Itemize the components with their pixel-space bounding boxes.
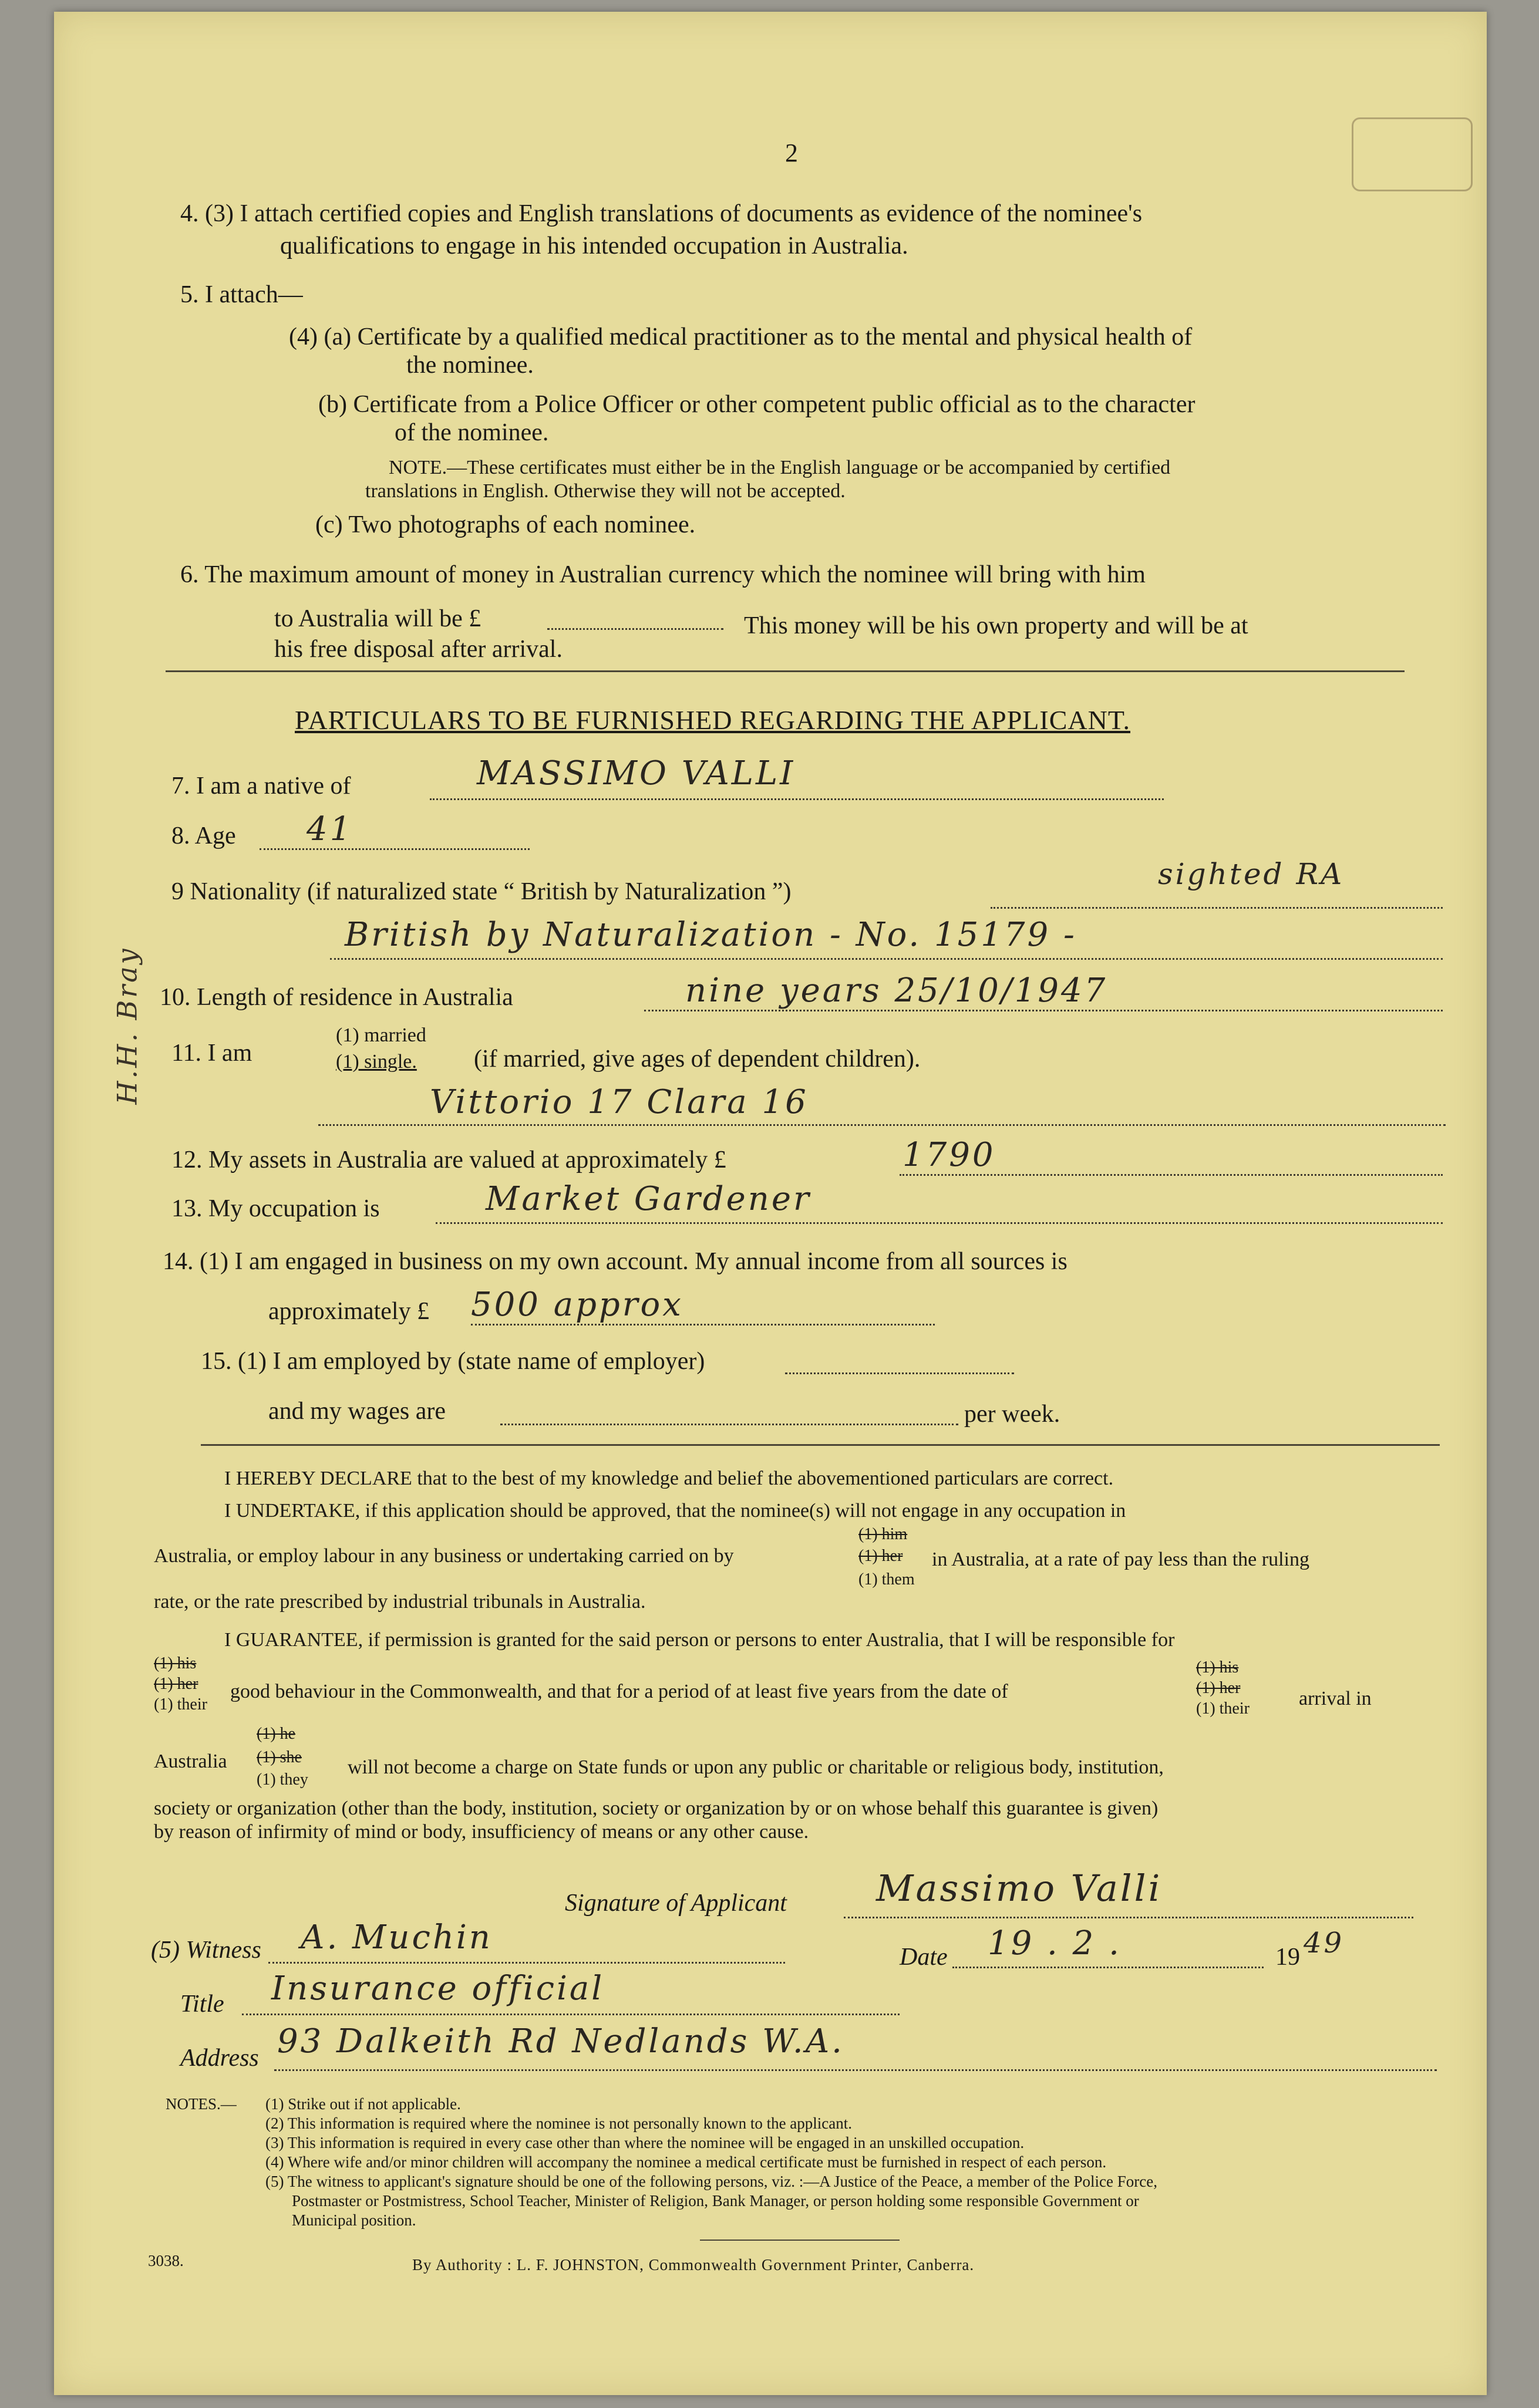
guarantee-opt-his[interactable]: (1) his <box>154 1654 197 1672</box>
immigration-stamp <box>1352 117 1473 191</box>
occupation-label: 13. My occupation is <box>171 1195 380 1222</box>
native-field[interactable]: MASSIMO VALLI <box>477 754 796 792</box>
employer-field-line[interactable] <box>785 1372 1014 1374</box>
witness-field-line <box>268 1962 785 1964</box>
charge-opt-she[interactable]: (1) she <box>257 1748 302 1766</box>
item-6-line2: to Australia will be £ <box>274 605 481 632</box>
signature-label: Signature of Applicant <box>565 1890 787 1917</box>
wages-suffix: per week. <box>964 1401 1060 1428</box>
address-label: Address <box>180 2045 259 2072</box>
item-5b-line2: of the nominee. <box>395 419 549 446</box>
wages-label: and my wages are <box>268 1398 446 1425</box>
undertake-text: I UNDERTAKE, if this application should be approved, that the nominee(s) will not engage in any occupation in <box>224 1500 1126 1522</box>
arrival-opt-his[interactable]: (1) his <box>1196 1658 1239 1677</box>
witness-label: (5) Witness <box>151 1937 261 1964</box>
date-field-line <box>952 1967 1264 1968</box>
marital-suffix: (if married, give ages of dependent children). <box>474 1046 921 1073</box>
note-certificates-2: translations in English. Otherwise they will not be accepted. <box>365 480 846 502</box>
guarantee-line-d: will not become a charge on State funds or upon any public or charitable or religious body, institution, <box>348 1756 1164 1778</box>
native-label: 7. I am a native of <box>171 773 351 800</box>
applicant-signature[interactable]: Massimo Valli <box>876 1867 1163 1910</box>
age-field-line <box>260 848 530 850</box>
footer-divider <box>700 2240 900 2241</box>
item-5b-line1: (b) Certificate from a Police Officer or other competent public official as to the character <box>318 391 1195 418</box>
money-amount-field[interactable] <box>547 628 723 630</box>
margin-note: H.H. Bray <box>111 946 143 1105</box>
witness-field[interactable]: A. Muchin <box>301 1918 493 1957</box>
nationality-field-line <box>991 907 1443 909</box>
item-6-line1: 6. The maximum amount of money in Australian currency which the nominee will bring with him <box>180 561 1146 588</box>
charge-opt-they[interactable]: (1) they <box>257 1770 308 1789</box>
assets-label: 12. My assets in Australia are valued at approximately £ <box>171 1146 726 1173</box>
assets-field[interactable]: 1790 <box>902 1136 996 1174</box>
residence-field-line <box>644 1010 1443 1011</box>
nationality-field-1[interactable]: sighted RA <box>1158 857 1345 891</box>
employed-label: 15. (1) I am employed by (state name of employer) <box>201 1348 705 1375</box>
note-6: Postmaster or Postmistress, School Teacher, Minister of Religion, Bank Manager, or person holding some responsible Government or <box>292 2192 1139 2210</box>
guarantee-opt-her[interactable]: (1) her <box>154 1675 198 1693</box>
printer-authority: By Authority : L. F. JOHNSTON, Commonwealth Government Printer, Canberra. <box>412 2256 975 2274</box>
note-3: (3) This information is required in every case other than where the nominee will be engaged in an unskilled occupation. <box>265 2134 1025 2151</box>
income-field[interactable]: 500 approx <box>471 1286 683 1324</box>
undertake-opt-her[interactable]: (1) her <box>858 1547 903 1565</box>
children-field-line <box>318 1124 1446 1126</box>
occupation-field-line <box>436 1222 1443 1224</box>
notes-label: NOTES.— <box>166 2095 237 2113</box>
year-prefix: 19 <box>1275 1944 1300 1971</box>
guarantee-text: I GUARANTEE, if permission is granted for the said person or persons to enter Australia, that I will be responsible for <box>224 1629 1175 1651</box>
page-number: 2 <box>785 139 798 167</box>
item-5-label: 5. I attach— <box>180 281 303 308</box>
guarantee-line-a: good behaviour in the Commonwealth, and that for a period of at least five years from the date of <box>230 1681 1008 1702</box>
residence-label: 10. Length of residence in Australia <box>160 984 513 1011</box>
wages-field-line[interactable] <box>500 1424 958 1425</box>
date-field[interactable]: 19 . 2 . <box>988 1924 1122 1962</box>
title-field-line <box>242 2014 900 2015</box>
marital-option-married[interactable]: (1) married <box>336 1024 426 1046</box>
note-7: Municipal position. <box>292 2211 416 2229</box>
section-divider <box>166 670 1405 672</box>
guarantee-opt-their[interactable]: (1) their <box>154 1695 207 1714</box>
income-field-line <box>471 1324 935 1326</box>
business-label: 14. (1) I am engaged in business on my own account. My annual income from all sources is <box>163 1248 1067 1275</box>
undertake-line-b: in Australia, at a rate of pay less than the ruling <box>932 1549 1309 1570</box>
income-label: approximately £ <box>268 1298 430 1325</box>
note-2: (2) This information is required where the nominee is not personally known to the applicant. <box>265 2114 853 2132</box>
item-6-line2b: This money will be his own property and will be at <box>744 612 1248 639</box>
item-5a-line2: the nominee. <box>406 352 534 379</box>
assets-field-line <box>900 1174 1443 1176</box>
nationality-field-2[interactable]: British by Naturalization - No. 15179 - <box>345 916 1077 954</box>
title-label: Title <box>180 1991 224 2018</box>
note-4: (4) Where wife and/or minor children will accompany the nominee a medical certificate must be furnished in respect of each person. <box>265 2153 1107 2171</box>
residence-field[interactable]: nine years 25/10/1947 <box>685 972 1108 1010</box>
guarantee-line-e: society or organization (other than the body, institution, society or organization by or on whose behalf this guarantee is given) <box>154 1797 1159 1819</box>
guarantee-line-c: Australia <box>154 1751 227 1772</box>
form-number: 3038. <box>148 2252 184 2269</box>
note-1: (1) Strike out if not applicable. <box>265 2095 461 2113</box>
children-field[interactable]: Vittorio 17 Clara 16 <box>430 1083 809 1121</box>
declare-text: I HEREBY DECLARE that to the best of my knowledge and belief the abovementioned particulars are correct. <box>224 1468 1114 1489</box>
arrival-opt-their[interactable]: (1) their <box>1196 1699 1250 1718</box>
address-field[interactable]: 93 Dalkeith Rd Nedlands W.A. <box>277 2022 844 2060</box>
undertake-line-c: rate, or the rate prescribed by industrial tribunals in Australia. <box>154 1591 646 1613</box>
marital-prefix: 11. I am <box>171 1040 252 1067</box>
native-field-line <box>430 798 1164 800</box>
nationality-field2-line <box>330 958 1443 960</box>
charge-opt-he[interactable]: (1) he <box>257 1725 296 1743</box>
note-5: (5) The witness to applicant's signature should be one of the following persons, viz. :—A Justice of the Peace, a member of the Police Force, <box>265 2173 1158 2190</box>
arrival-opt-her[interactable]: (1) her <box>1196 1679 1241 1697</box>
item-6-line3: his free disposal after arrival. <box>274 636 563 663</box>
guarantee-line-f: by reason of infirmity of mind or body, insufficiency of means or any other cause. <box>154 1821 809 1843</box>
undertake-opt-them[interactable]: (1) them <box>858 1570 915 1589</box>
nationality-label: 9 Nationality (if naturalized state “ British by Naturalization ”) <box>171 878 792 905</box>
undertake-line-a: Australia, or employ labour in any business or undertaking carried on by <box>154 1545 734 1567</box>
year-field[interactable]: 49 <box>1304 1927 1345 1960</box>
address-field-line <box>274 2069 1437 2071</box>
guarantee-line-b: arrival in <box>1299 1688 1372 1709</box>
date-label: Date <box>900 1944 948 1971</box>
occupation-field[interactable]: Market Gardener <box>486 1180 811 1218</box>
marital-option-single[interactable]: (1) single. <box>336 1051 417 1073</box>
item-5a-line1: (4) (a) Certificate by a qualified medical practitioner as to the mental and physical health of <box>289 323 1193 350</box>
undertake-opt-him[interactable]: (1) him <box>858 1525 908 1543</box>
item-4-line1: 4. (3) I attach certified copies and English translations of documents as evidence of the nominee's <box>180 200 1143 227</box>
signature-field-line <box>844 1917 1413 1918</box>
age-field[interactable]: 41 <box>307 810 353 848</box>
declaration-divider <box>201 1444 1440 1446</box>
note-certificates-1: NOTE.—These certificates must either be in the English language or be accompanied by certified <box>389 457 1171 478</box>
item-5c: (c) Two photographs of each nominee. <box>315 511 696 538</box>
applicant-heading: PARTICULARS TO BE FURNISHED REGARDING THE APPLICANT. <box>295 705 1131 735</box>
age-label: 8. Age <box>171 822 236 849</box>
form-page <box>54 12 1487 2395</box>
item-4-line2: qualifications to engage in his intended occupation in Australia. <box>280 232 908 259</box>
title-field[interactable]: Insurance official <box>271 1969 605 2008</box>
